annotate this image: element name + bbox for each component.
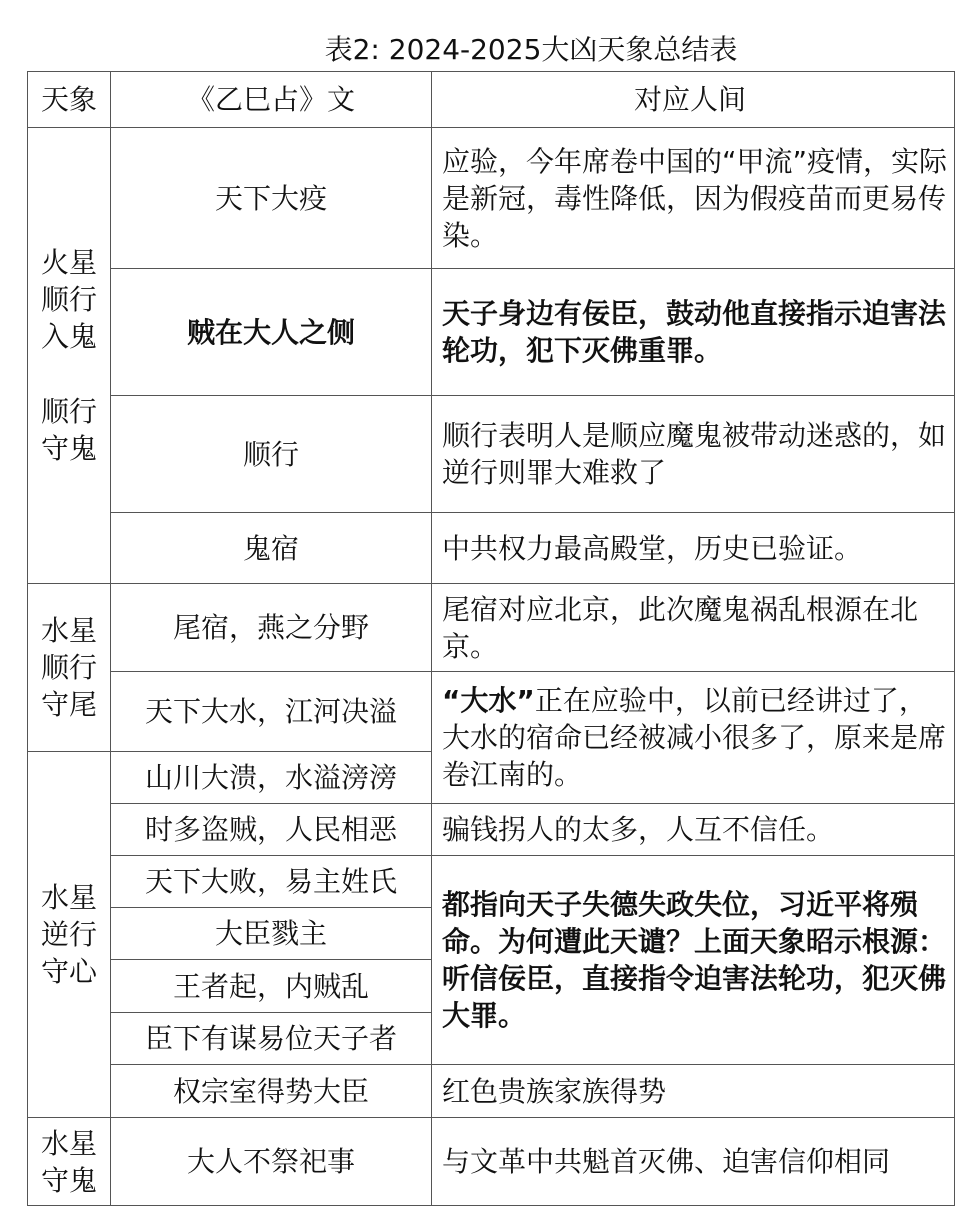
meaning-cell: 与文革中共魁首灭佛、迫害信仰相同 <box>432 1118 955 1206</box>
text-cell: 鬼宿 <box>111 513 432 584</box>
table-row <box>28 1065 955 1118</box>
meaning-cell: 应验，今年席卷中国的“甲流”疫情，实际是新冠，毒性降低，因为假疫苗而更易传染。 <box>432 128 955 269</box>
omen-group-mars: 火星 顺行 入鬼 顺行 守鬼 <box>28 128 111 584</box>
meaning-cell: 中共权力最高殿堂，历史已验证。 <box>432 513 955 584</box>
table-row <box>28 269 955 396</box>
omen-group-mercury-ghost: 水星 守鬼 <box>28 1118 111 1206</box>
meaning-cell: 红色贵族家族得势 <box>432 1065 955 1118</box>
text-cell: 天下大疫 <box>111 128 432 269</box>
text-cell: 大人不祭祀事 <box>111 1118 432 1206</box>
text-cell: 权宗室得势大臣 <box>111 1065 432 1118</box>
meaning-cell: “大水”正在应验中，以前已经讲过了，大水的宿命已经被减小很多了，原来是席卷江南的。 <box>432 672 955 804</box>
text-cell: 顺行 <box>111 396 432 513</box>
omen-group-mercury-heart: 水星 逆行 守心 <box>28 752 111 1118</box>
text-cell: 山川大溃，水溢滂滂 <box>111 752 432 804</box>
table-row <box>28 128 955 269</box>
table-title: 表2: 2024-2025大凶天象总结表 <box>324 33 738 66</box>
header-meaning: 对应人间 <box>432 72 955 128</box>
meaning-cell: 天子身边有佞臣，鼓动他直接指示迫害法轮功，犯下灭佛重罪。 <box>432 269 955 396</box>
text-cell: 时多盗贼，人民相恶 <box>111 804 432 856</box>
meaning-cell: 尾宿对应北京，此次魔鬼祸乱根源在北京。 <box>432 584 955 672</box>
text-cell: 天下大水，江河决溢 <box>111 672 432 752</box>
table-row <box>28 1118 955 1206</box>
table-row <box>28 856 955 908</box>
omen-group-mercury-tail: 水星 顺行 守尾 <box>28 584 111 752</box>
text-cell: 尾宿，燕之分野 <box>111 584 432 672</box>
table-row <box>28 804 955 856</box>
meaning-cell: 都指向天子失德失政失位，习近平将殒命。为何遭此天谴？上面天象昭示根源：听信佞臣，直接指令迫害法轮功，犯灭佛大罪。 <box>432 856 955 1065</box>
text-cell: 贼在大人之侧 <box>111 269 432 396</box>
header-text: 《乙巳占》文 <box>111 72 432 128</box>
text-cell: 王者起，内贼乱 <box>111 960 432 1013</box>
text-cell: 大臣戮主 <box>111 908 432 960</box>
table-row <box>28 584 955 672</box>
header-omen: 天象 <box>28 72 111 128</box>
table-row <box>28 513 955 584</box>
header-row <box>28 72 955 128</box>
text-cell: 臣下有谋易位天子者 <box>111 1013 432 1065</box>
meaning-highlight: “大水” <box>442 684 535 717</box>
table-row <box>28 672 955 752</box>
table-row <box>28 396 955 513</box>
text-cell: 天下大败，易主姓氏 <box>111 856 432 908</box>
omen-table <box>27 71 955 1206</box>
meaning-cell: 顺行表明人是顺应魔鬼被带动迷惑的，如逆行则罪大难救了 <box>432 396 955 513</box>
meaning-cell: 骗钱拐人的太多，人互不信任。 <box>432 804 955 856</box>
